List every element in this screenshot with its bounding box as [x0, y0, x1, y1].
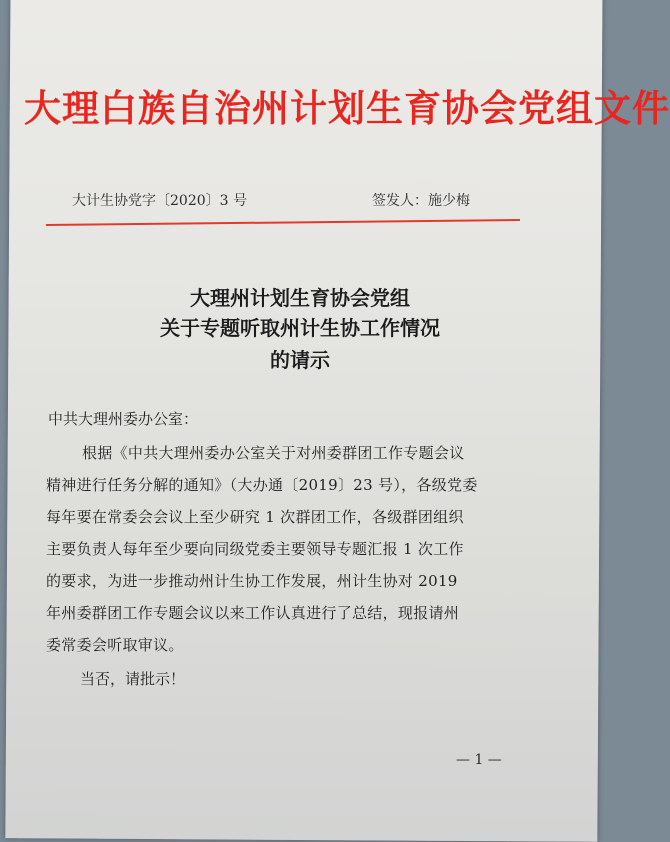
body-line: 年州委群团工作专题会议以来工作认真进行了总结，现报请州: [46, 604, 460, 622]
signer-label: 签发人：施少梅: [372, 193, 470, 209]
body-line: 根据《中共大理州委办公室关于对州委群团工作专题会议: [82, 444, 465, 462]
document-header-title: 大理白族自治州计划生育协会党组文件: [24, 87, 670, 130]
document-title-line-2: 关于专题听取州计生协工作情况: [160, 316, 440, 340]
body-line: 每年要在常委会会议上至少研究 1 次群团工作，各级群团组织: [46, 508, 464, 526]
body-line: 的要求，为进一步推动州计生协工作发展，州计生协对 2019: [46, 572, 458, 590]
body-line: 主要负责人每年至少要向同级党委主要领导专题汇报 1 次工作: [46, 540, 464, 558]
header-divider: [46, 219, 520, 226]
document-title-line-1: 大理州计划生育协会党组: [190, 286, 410, 310]
body-line: 精神进行任务分解的通知》（大办通〔2019〕23 号），各级党委: [46, 476, 478, 494]
document-title-line-3: 的请示: [270, 348, 330, 372]
page-number: — 1 —: [456, 752, 502, 768]
closing-line: 当否，请批示！: [80, 670, 186, 688]
document-number: 大计生协党字〔2020〕3 号: [72, 193, 247, 209]
body-line: 委常委会听取审议。: [46, 636, 184, 654]
salutation: 中共大理州委办公室：: [48, 410, 199, 428]
